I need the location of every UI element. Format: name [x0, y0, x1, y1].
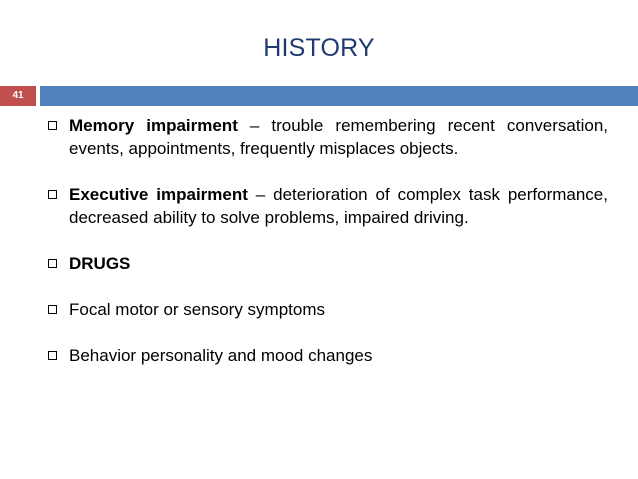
- bullet-heading: DRUGS: [69, 254, 131, 273]
- page-number-badge: 41: [0, 86, 36, 106]
- bullet-text: [69, 344, 608, 367]
- header-accent-bar: [40, 86, 638, 106]
- bullet-description: Focal motor or sensory symptoms: [69, 300, 326, 319]
- bullet-description: – deterioration of complex task performance, decreased ability to solve problems, impaired driving.: [69, 185, 608, 227]
- checkbox-bullet-icon: [48, 351, 57, 360]
- checkbox-bullet-icon: [48, 190, 57, 199]
- bullet-text: [69, 298, 608, 321]
- bullet-item-behavior-changes: [48, 344, 608, 367]
- checkbox-bullet-icon: [48, 121, 57, 130]
- checkbox-bullet-icon: [48, 305, 57, 314]
- slide-title: HISTORY: [263, 34, 375, 62]
- bullet-text: [69, 183, 608, 229]
- bullet-item-executive-impairment: [48, 183, 608, 229]
- bullet-text: [69, 252, 608, 275]
- bullet-list: [48, 114, 608, 390]
- bullet-description: Behavior personality and mood changes: [69, 346, 373, 365]
- checkbox-bullet-icon: [48, 259, 57, 268]
- bullet-heading: Memory impairment: [69, 116, 238, 135]
- bullet-item-focal-symptoms: [48, 298, 608, 321]
- bullet-text: [69, 114, 608, 160]
- bullet-heading: Executive impairment: [69, 185, 248, 204]
- bullet-item-memory-impairment: [48, 114, 608, 160]
- bullet-description: – trouble remembering recent conversation, events, appointments, frequently misplaces objects.: [69, 116, 608, 158]
- bullet-item-drugs: [48, 252, 608, 275]
